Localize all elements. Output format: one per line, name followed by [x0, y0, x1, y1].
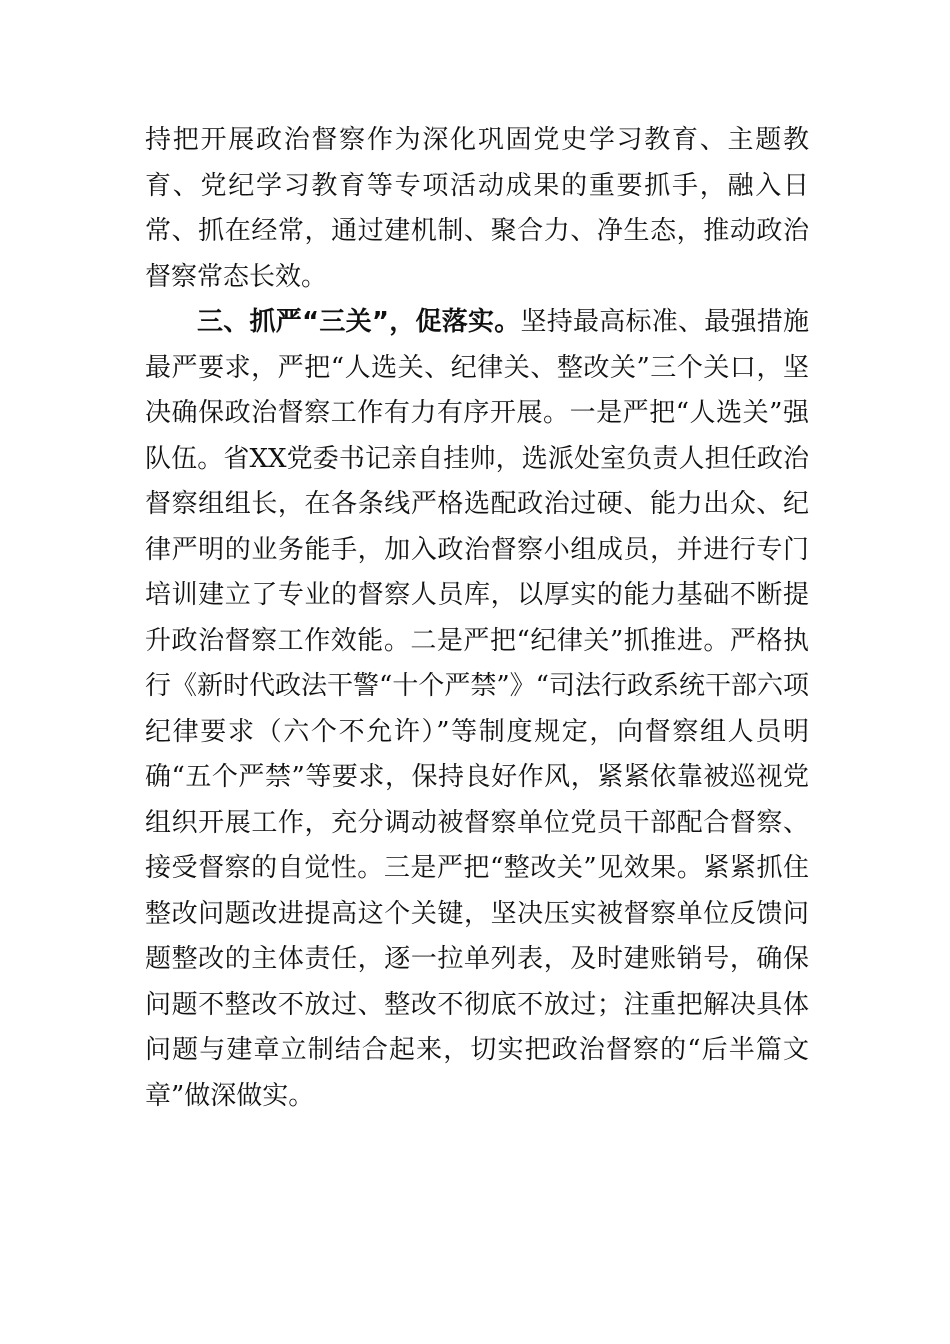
- paragraph-text: 坚持最高标准、最强措施最严要求，严把“人选关、纪律关、整改关”三个关口，坚决确保政治督察工作有力有序开展。一是严把“人选关”强队伍。省XX党委书记亲自挂帅，选派处室负责人担任政治督察组组长，在各条线严格选配政治过硬、能力出众、纪律严明的业务能手，加入政治督察小组成员，并进行专门培训建立了专业的督察人员库，以厚实的能力基础不断提升政治督察工作效能。二是严把“纪律关”抓推进。严格执行《新时代政法干警“十个严禁”》“司法行政系统干部六项纪律要求（六个不允许）”等制度规定，向督察组人员明确“五个严禁”等要求，保持良好作风，紧紧依靠被巡视党组织开展工作，充分调动被督察单位党员干部配合督察、接受督察的自觉性。三是严把“整改关”见效果。紧紧抓住整改问题改进提高这个关键，坚决压实被督察单位反馈问题整改的主体责任，逐一拉单列表，及时建账销号，确保问题不整改不放过、整改不彻底不放过；注重把解决具体问题与建章立制结合起来，切实把政治督察的“后半篇文章”做深做实。: [145, 307, 809, 1111]
- paragraph-text: 持把开展政治督察作为深化巩固党史学习教育、主题教育、党纪学习教育等专项活动成果的重要抓手，融入日常、抓在经常，通过建机制、聚合力、净生态，推动政治督察常态长效。: [145, 125, 809, 292]
- paragraph-section-three: [145, 300, 809, 1119]
- section-heading: 三、抓严“三关”，促落实。: [197, 307, 521, 337]
- paragraph-continuation: [145, 118, 809, 300]
- document-body: [145, 118, 809, 1119]
